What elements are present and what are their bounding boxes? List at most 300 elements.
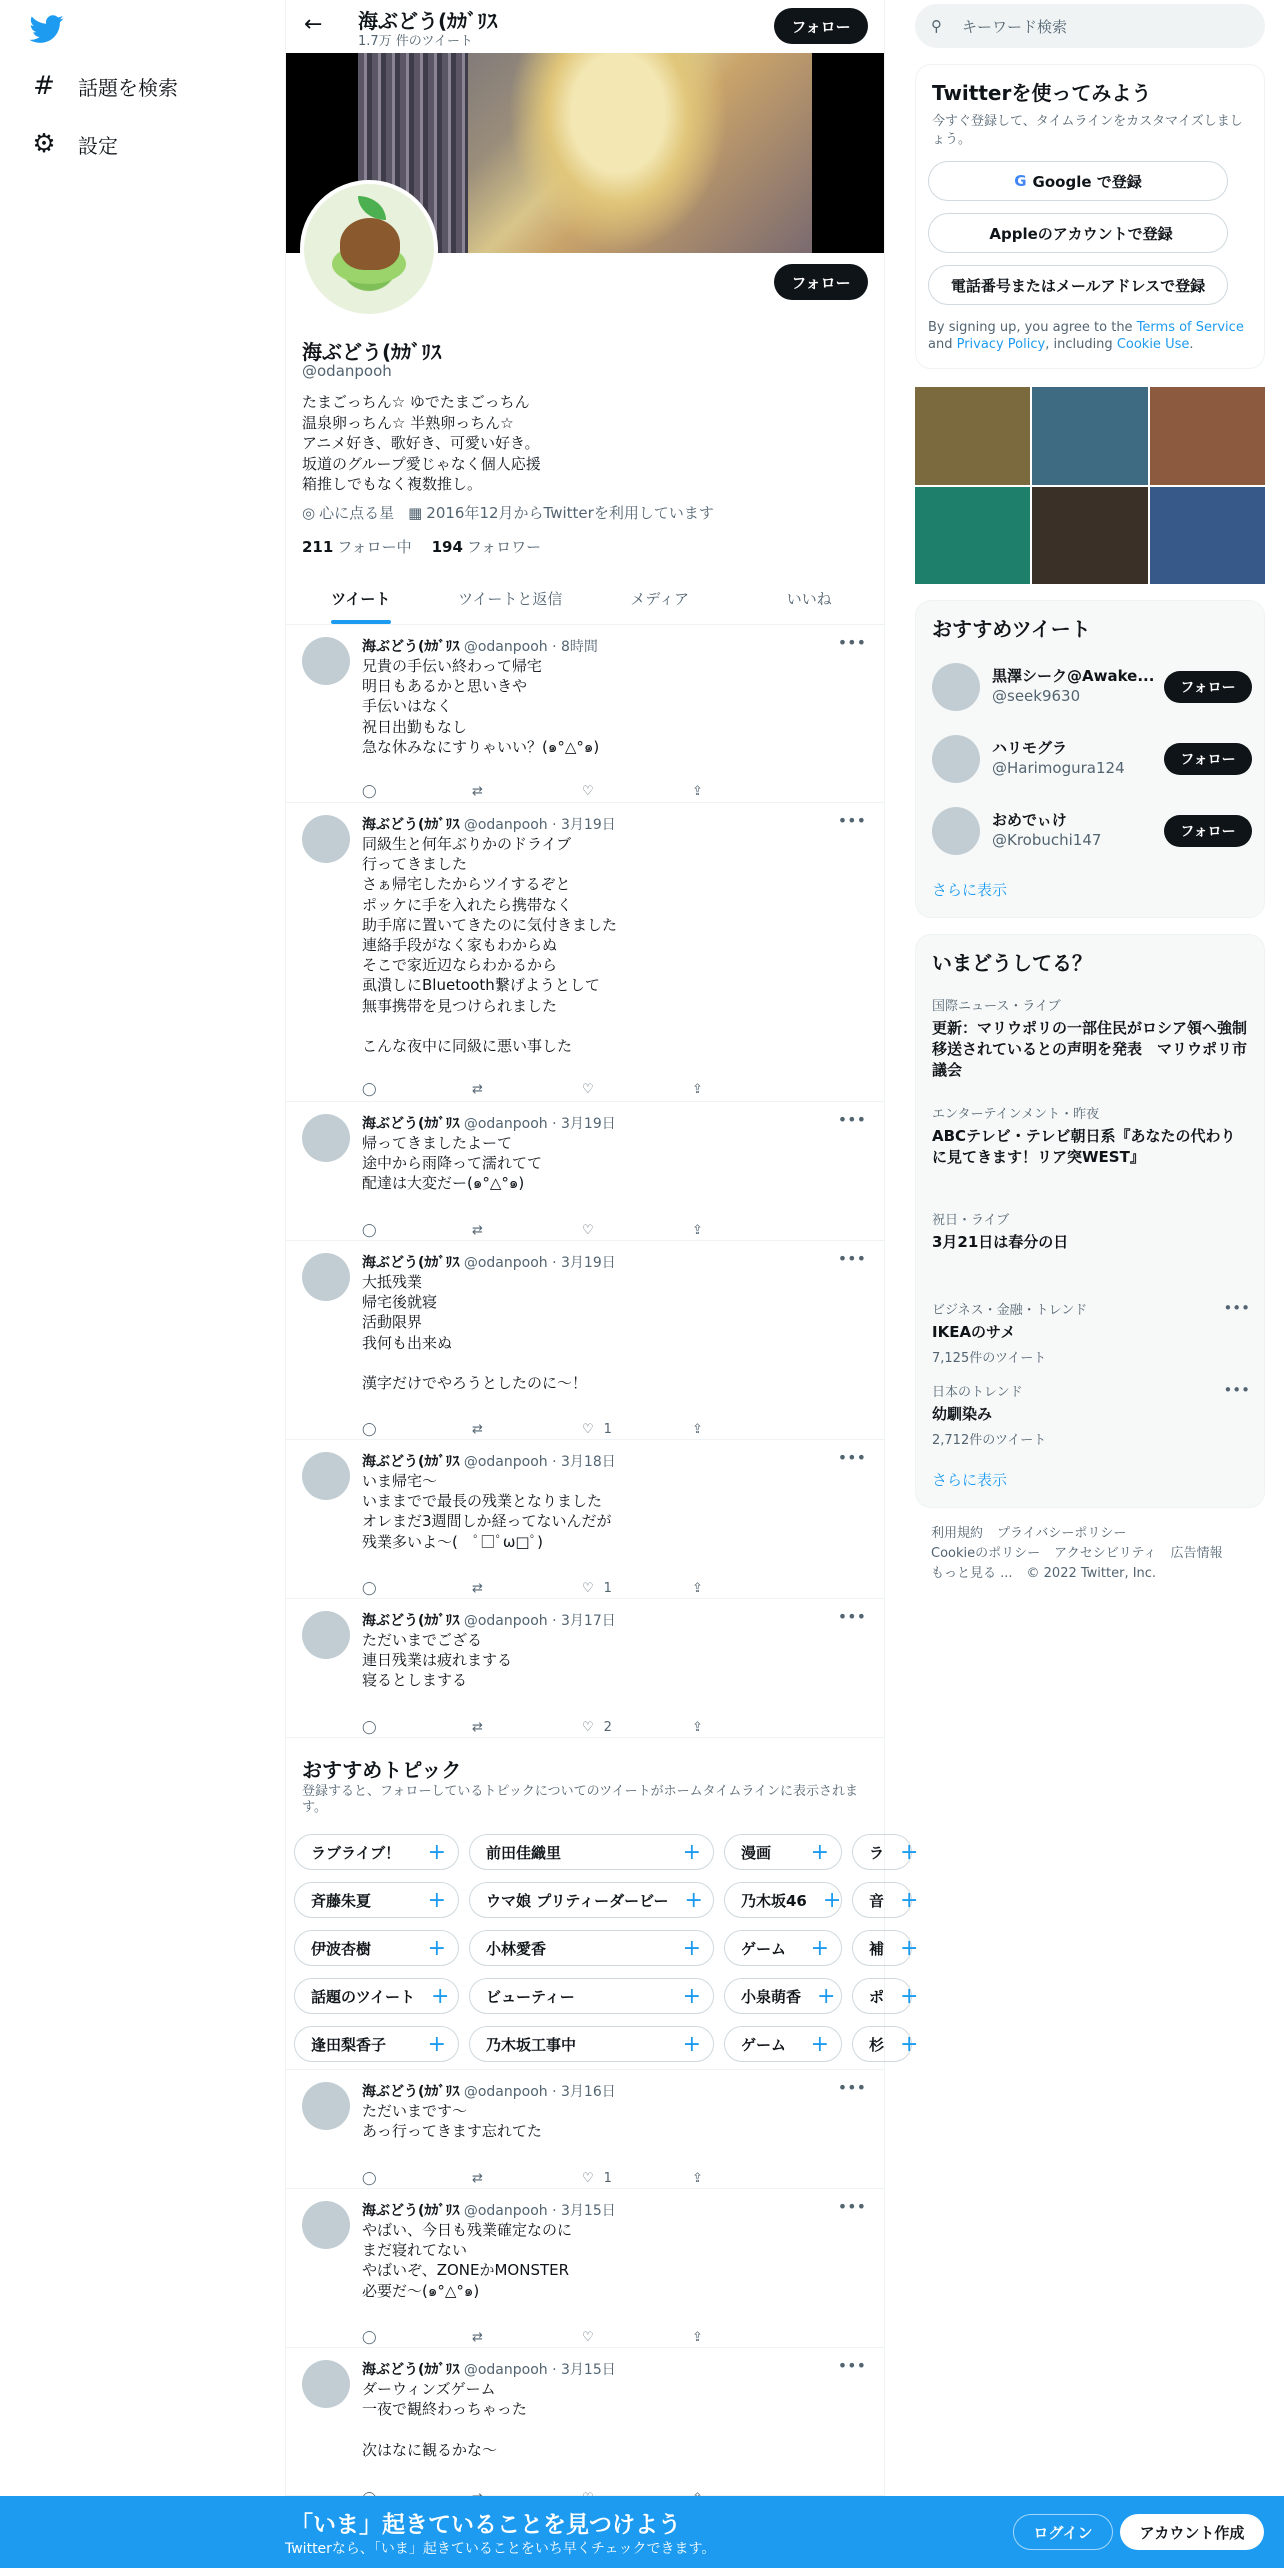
share-button[interactable] bbox=[692, 1220, 802, 1240]
topic-row bbox=[294, 1882, 919, 1918]
profile-bio: たまごっちん☆ ゆでたまごっちん 温泉卵っちん☆ 半熟卵っちん☆ アニメ好き、歌好き、可愛い好き。 坂道のグループ愛じゃなく個人応援 箱推しでもなく複数推し。 bbox=[302, 393, 541, 493]
tweet-item[interactable] bbox=[286, 2189, 884, 2348]
nav-settings[interactable] bbox=[30, 124, 118, 164]
trends-more-link[interactable]: さらに表示 bbox=[932, 1471, 1008, 1489]
topic-label: ゲーム bbox=[741, 1939, 787, 1958]
topic-pill[interactable] bbox=[469, 1882, 714, 1918]
reply-icon: ◯ bbox=[362, 2170, 377, 2186]
tweet-header bbox=[362, 2200, 616, 2220]
user-handle: @Krobuchi147 bbox=[992, 831, 1102, 849]
topic-pill[interactable] bbox=[852, 2026, 919, 2062]
retweet-icon: ⇄ bbox=[472, 783, 483, 799]
tab-tweets-replies[interactable]: ツイートと返信 bbox=[458, 589, 563, 608]
trend-context: エンターテインメント・昨夜 bbox=[932, 1107, 1100, 1122]
recommended-users-card bbox=[915, 600, 1265, 918]
reply-icon: ◯ bbox=[362, 1081, 377, 1097]
bottom-banner-title: 「いま」起きていることを見つけよう bbox=[290, 2512, 681, 2538]
tweet-avatar[interactable] bbox=[302, 637, 350, 685]
share-icon: ⇪ bbox=[692, 1081, 703, 1097]
topic-pill[interactable] bbox=[294, 1978, 459, 2014]
plus-icon[interactable]: + bbox=[822, 1887, 842, 1913]
topic-row bbox=[294, 2026, 919, 2062]
trend-item[interactable] bbox=[932, 1209, 1250, 1253]
trend-count: 2,712件のツイート bbox=[932, 1433, 1047, 1448]
twitter-logo-icon[interactable] bbox=[30, 12, 66, 48]
tweet-header bbox=[362, 814, 616, 834]
trend-item[interactable] bbox=[932, 995, 1250, 1081]
plus-icon[interactable]: + bbox=[810, 1935, 829, 1961]
more-options-icon[interactable]: ••• bbox=[837, 2356, 866, 2375]
footer-link[interactable]: Cookieのポリシー bbox=[931, 1546, 1041, 1561]
tweet-meta: @odanpooh · 3月19日 bbox=[463, 1116, 616, 1132]
trends-title: いまどうしてる？ bbox=[932, 951, 1092, 975]
hashtag-icon: # bbox=[33, 71, 55, 101]
plus-icon[interactable]: + bbox=[900, 1935, 919, 1961]
plus-icon[interactable]: + bbox=[682, 1983, 701, 2009]
tweet-meta: @odanpooh · 3月19日 bbox=[463, 817, 616, 833]
topic-label: ウマ娘 プリティーダービー bbox=[486, 1891, 669, 1910]
more-options-icon[interactable]: ••• bbox=[837, 1448, 866, 1467]
nav-explore-label: 話題を検索 bbox=[78, 75, 178, 100]
more-options-icon[interactable]: ••• bbox=[1223, 1299, 1250, 1317]
more-options-icon[interactable]: ••• bbox=[1223, 1381, 1250, 1399]
plus-icon[interactable]: + bbox=[427, 1935, 446, 1961]
user-name[interactable]: ハリモグラ bbox=[992, 739, 1068, 757]
profile-tabs bbox=[286, 572, 884, 625]
reply-button[interactable] bbox=[362, 2168, 472, 2188]
more-options-icon[interactable]: ••• bbox=[837, 1249, 866, 1268]
reply-button[interactable] bbox=[362, 2327, 472, 2347]
signup-terms: By signing up, you agree to the Terms of Service and Privacy Policy, including Cookie Use. bbox=[928, 320, 1244, 352]
topics-title: おすすめトピック bbox=[302, 1758, 462, 1782]
plus-icon[interactable]: + bbox=[900, 1887, 919, 1913]
like-icon: ♡ bbox=[582, 1580, 594, 1596]
terms-link[interactable]: Terms of Service bbox=[1136, 320, 1244, 335]
share-icon: ⇪ bbox=[692, 2170, 703, 2186]
plus-icon[interactable]: + bbox=[810, 1839, 829, 1865]
signup-title: Twitterを使ってみよう bbox=[932, 81, 1152, 105]
topic-label: 話題のツイート bbox=[311, 1987, 415, 2006]
google-signup-button[interactable] bbox=[928, 161, 1228, 201]
like-button[interactable] bbox=[582, 2327, 692, 2347]
follow-button[interactable]: フォロー bbox=[1164, 815, 1252, 847]
share-button[interactable] bbox=[692, 781, 802, 801]
media-thumbnail[interactable] bbox=[1150, 387, 1265, 485]
media-thumbnail[interactable] bbox=[915, 387, 1030, 485]
tweet-actions bbox=[362, 1578, 802, 1598]
tweet-avatar[interactable] bbox=[302, 815, 350, 863]
topic-pill[interactable] bbox=[469, 1834, 714, 1870]
tweet-actions bbox=[362, 1079, 802, 1099]
share-icon: ⇪ bbox=[692, 2329, 703, 2345]
share-button[interactable] bbox=[692, 1578, 802, 1598]
tweet-avatar[interactable] bbox=[302, 2360, 350, 2408]
retweet-icon: ⇄ bbox=[472, 1421, 483, 1437]
profile-joined: 2016年12月からTwitterを利用しています bbox=[426, 504, 714, 522]
tweet-text: 兄貴の手伝い終わって帰宅 明日もあるかと思いきや 手伝いはなく 祝日出勤もなし 急な休みなにすりゃいい？(๑°△°๑) bbox=[362, 657, 600, 756]
tweet-meta: @odanpooh · 3月19日 bbox=[463, 1255, 616, 1271]
more-options-icon[interactable]: ••• bbox=[837, 633, 866, 652]
retweet-button[interactable] bbox=[472, 781, 582, 801]
plus-icon[interactable]: + bbox=[817, 1983, 836, 2009]
like-count: 1 bbox=[603, 1580, 612, 1596]
google-signup-label: Google で登録 bbox=[1032, 172, 1142, 191]
tweet-meta: @odanpooh · 3月18日 bbox=[463, 1454, 616, 1470]
topic-pill[interactable] bbox=[724, 1978, 842, 2014]
back-arrow-icon[interactable]: ← bbox=[304, 12, 323, 37]
like-button[interactable] bbox=[582, 1079, 692, 1099]
recommended-user[interactable] bbox=[932, 805, 1252, 857]
tweet-item[interactable] bbox=[286, 2348, 884, 2496]
search-icon: ⚲ bbox=[931, 17, 942, 35]
phone-signup-label: 電話番号またはメールアドレスで登録 bbox=[950, 276, 1206, 295]
topic-pill[interactable] bbox=[469, 1930, 714, 1966]
profile-location: 心に点る星 bbox=[319, 504, 395, 522]
footer-link[interactable]: © 2022 Twitter, Inc. bbox=[1026, 1566, 1157, 1581]
signup-card bbox=[915, 64, 1265, 369]
tweet-text: ただいまです〜 あっ行ってきます忘れてた bbox=[362, 2102, 542, 2141]
tweet-avatar[interactable] bbox=[302, 1253, 350, 1301]
like-icon: ♡ bbox=[582, 1222, 594, 1238]
like-icon: ♡ bbox=[582, 1421, 594, 1437]
like-count: 1 bbox=[603, 2170, 612, 2186]
tweet-author-name[interactable]: 海ぶどう(ｶｶﾞﾘｽ bbox=[362, 1613, 460, 1629]
reply-icon: ◯ bbox=[362, 1719, 377, 1735]
followers-count: 194 bbox=[431, 538, 463, 556]
retweet-icon: ⇄ bbox=[472, 1719, 483, 1735]
topic-pill[interactable] bbox=[724, 1882, 842, 1918]
topic-label: 伊波杏樹 bbox=[311, 1939, 372, 1958]
tweet-actions bbox=[362, 781, 802, 801]
tweet-avatar[interactable] bbox=[302, 1611, 350, 1659]
retweet-button[interactable] bbox=[472, 2168, 582, 2188]
header-tweet-count: 1.7万 件のツイート bbox=[358, 34, 473, 49]
topic-label: ポ bbox=[869, 1987, 885, 2006]
topic-pill[interactable] bbox=[852, 1930, 919, 1966]
trends-card bbox=[915, 934, 1265, 1508]
apple-signup-button[interactable] bbox=[928, 213, 1228, 253]
topic-pill[interactable] bbox=[469, 1978, 714, 2014]
topic-label: 補 bbox=[869, 1939, 885, 1958]
bottom-banner bbox=[0, 2496, 1284, 2568]
plus-icon[interactable]: + bbox=[682, 2031, 701, 2057]
more-options-icon[interactable]: ••• bbox=[837, 2078, 866, 2097]
followers-link[interactable] bbox=[432, 536, 542, 557]
tweet-author-name[interactable]: 海ぶどう(ｶｶﾞﾘｽ bbox=[362, 2362, 460, 2378]
reply-button[interactable] bbox=[362, 1079, 472, 1099]
main-column bbox=[285, 0, 919, 2568]
share-button[interactable] bbox=[692, 2327, 802, 2347]
tweet-actions bbox=[362, 1419, 802, 1439]
trend-context: 日本のトレンド bbox=[932, 1385, 1023, 1400]
tweet-actions bbox=[362, 1220, 802, 1240]
like-icon: ♡ bbox=[582, 1081, 594, 1097]
footer-link[interactable]: アクセシビリティ bbox=[1054, 1546, 1157, 1561]
header-name: 海ぶどう(ｶｶﾞﾘｽ bbox=[358, 9, 498, 33]
like-button[interactable] bbox=[582, 1717, 692, 1737]
footer-link[interactable]: プライバシーポリシー bbox=[997, 1526, 1127, 1541]
tweet-text: ダーウィンズゲーム 一夜で観終わっちゃった 次はなに観るかな〜 bbox=[362, 2380, 527, 2459]
header-follow-button[interactable]: フォロー bbox=[774, 8, 868, 44]
topic-label: 逢田梨香子 bbox=[311, 2035, 387, 2054]
tweet-avatar[interactable] bbox=[302, 1114, 350, 1162]
tweet-avatar[interactable] bbox=[302, 1452, 350, 1500]
login-button[interactable]: ログイン bbox=[1013, 2514, 1113, 2550]
user-name[interactable]: 黒澤シーク@Awake... bbox=[992, 667, 1155, 685]
topic-pill[interactable] bbox=[724, 1930, 842, 1966]
bottom-banner-subtitle: Twitterなら、「いま」起きていることをいち早くチェックできます。 bbox=[285, 2541, 716, 2557]
footer-link[interactable]: 利用規約 bbox=[931, 1526, 984, 1541]
topic-label: ラブライブ！ bbox=[311, 1843, 401, 1862]
footer-link[interactable]: 広告情報 bbox=[1170, 1546, 1223, 1561]
tweet-header bbox=[362, 2359, 616, 2379]
profile-header-bar bbox=[286, 0, 884, 53]
like-button[interactable] bbox=[582, 2168, 692, 2188]
tweet-header bbox=[362, 1113, 616, 1133]
like-button[interactable] bbox=[582, 1419, 692, 1439]
user-avatar[interactable] bbox=[932, 807, 980, 855]
retweet-button[interactable] bbox=[472, 1717, 582, 1737]
topic-label: 音 bbox=[869, 1891, 885, 1910]
like-button[interactable] bbox=[582, 1578, 692, 1598]
plus-icon[interactable]: + bbox=[427, 1887, 446, 1913]
privacy-link[interactable]: Privacy Policy bbox=[956, 337, 1046, 352]
tweet-header bbox=[362, 1610, 616, 1630]
tab-tweets[interactable]: ツイート bbox=[286, 572, 436, 624]
topic-label: ビューティー bbox=[486, 1987, 575, 2006]
tweet-author-name[interactable]: 海ぶどう(ｶｶﾞﾘｽ bbox=[362, 2084, 460, 2100]
share-button[interactable] bbox=[692, 2168, 802, 2188]
topic-pill[interactable] bbox=[852, 1882, 919, 1918]
reply-icon: ◯ bbox=[362, 1580, 377, 1596]
tweet-author-name[interactable]: 海ぶどう(ｶｶﾞﾘｽ bbox=[362, 639, 460, 655]
trend-context: 祝日・ライブ bbox=[932, 1213, 1010, 1228]
tweet-item[interactable] bbox=[286, 803, 884, 1102]
tweet-author-name[interactable]: 海ぶどう(ｶｶﾞﾘｽ bbox=[362, 1454, 460, 1470]
plus-icon[interactable]: + bbox=[430, 1983, 450, 2009]
like-button[interactable] bbox=[582, 1220, 692, 1240]
topic-pill[interactable] bbox=[294, 2026, 459, 2062]
retweet-icon: ⇄ bbox=[472, 1081, 483, 1097]
tweet-header bbox=[362, 636, 598, 656]
topic-label: 乃木坂工事中 bbox=[486, 2035, 577, 2054]
share-button[interactable] bbox=[692, 1079, 802, 1099]
topic-label: 漫画 bbox=[741, 1843, 772, 1862]
share-icon: ⇪ bbox=[692, 783, 703, 799]
topic-row bbox=[294, 1834, 919, 1870]
profile-handle: @odanpooh bbox=[302, 362, 392, 380]
tweet-author-name[interactable]: 海ぶどう(ｶｶﾞﾘｽ bbox=[362, 1255, 460, 1271]
retweet-button[interactable] bbox=[472, 1578, 582, 1598]
tweet-author-name[interactable]: 海ぶどう(ｶｶﾞﾘｽ bbox=[362, 2203, 460, 2219]
profile-stats bbox=[302, 536, 541, 557]
plus-icon[interactable]: + bbox=[682, 1839, 701, 1865]
media-thumbnail[interactable] bbox=[1032, 387, 1147, 485]
share-icon: ⇪ bbox=[692, 1719, 703, 1735]
following-link[interactable] bbox=[302, 536, 412, 557]
user-handle: @seek9630 bbox=[992, 687, 1081, 705]
reply-icon: ◯ bbox=[362, 1421, 377, 1437]
trend-item[interactable] bbox=[932, 1299, 1250, 1366]
signup-desc: 今すぐ登録して、タイムラインをカスタマイズしましょう。 bbox=[932, 114, 1243, 147]
plus-icon[interactable]: + bbox=[427, 1839, 446, 1865]
plus-icon[interactable]: + bbox=[900, 2031, 919, 2057]
profile-follow-button[interactable]: フォロー bbox=[774, 264, 868, 300]
left-sidebar bbox=[0, 0, 285, 2568]
reply-button[interactable] bbox=[362, 1578, 472, 1598]
recommended-user[interactable] bbox=[932, 661, 1252, 713]
like-icon: ♡ bbox=[582, 783, 594, 799]
tweet-item[interactable] bbox=[286, 1440, 884, 1599]
trend-title: ABCテレビ・テレビ朝日系『あなたの代わりに見てきます！リア突WEST』 bbox=[932, 1127, 1236, 1166]
media-thumbnail[interactable] bbox=[1150, 487, 1265, 585]
tweet-item[interactable] bbox=[286, 1102, 884, 1241]
user-avatar[interactable] bbox=[932, 735, 980, 783]
retweet-button[interactable] bbox=[472, 2327, 582, 2347]
trend-item[interactable] bbox=[932, 1103, 1250, 1168]
more-options-icon[interactable]: ••• bbox=[837, 1110, 866, 1129]
tweet-meta: @odanpooh · 8時間 bbox=[463, 639, 598, 655]
follow-button[interactable]: フォロー bbox=[1164, 743, 1252, 775]
share-button[interactable] bbox=[692, 1419, 802, 1439]
topic-row bbox=[294, 1978, 919, 2014]
tab-media[interactable]: メディア bbox=[630, 589, 690, 608]
topic-pill[interactable] bbox=[724, 2026, 842, 2062]
more-options-icon[interactable]: ••• bbox=[837, 811, 866, 830]
tweet-author-name[interactable]: 海ぶどう(ｶｶﾞﾘｽ bbox=[362, 817, 460, 833]
trend-title: 3月21日は春分の日 bbox=[932, 1233, 1069, 1251]
reply-icon: ◯ bbox=[362, 2329, 377, 2345]
like-count: 1 bbox=[603, 1421, 612, 1437]
nav-explore[interactable] bbox=[30, 66, 178, 106]
plus-icon[interactable]: + bbox=[682, 1935, 701, 1961]
search-input[interactable]: キーワード検索 bbox=[962, 17, 1068, 36]
tweet-avatar[interactable] bbox=[302, 2082, 350, 2130]
topic-label: 前田佳織里 bbox=[486, 1843, 562, 1862]
more-options-icon[interactable]: ••• bbox=[837, 2197, 866, 2216]
plus-icon[interactable]: + bbox=[810, 2031, 829, 2057]
reply-button[interactable] bbox=[362, 1717, 472, 1737]
media-thumbnail[interactable] bbox=[915, 487, 1030, 585]
profile-avatar[interactable] bbox=[300, 180, 438, 318]
follow-button[interactable]: フォロー bbox=[1164, 671, 1252, 703]
tweet-meta: @odanpooh · 3月15日 bbox=[463, 2362, 616, 2378]
google-icon: G bbox=[1014, 172, 1027, 190]
cookie-link[interactable]: Cookie Use bbox=[1116, 337, 1190, 352]
plus-icon[interactable]: + bbox=[427, 2031, 446, 2057]
calendar-icon: ▦ bbox=[408, 504, 423, 522]
recommended-title: おすすめツイート bbox=[932, 617, 1091, 641]
reply-button[interactable] bbox=[362, 1220, 472, 1240]
media-thumbnail[interactable] bbox=[1032, 487, 1147, 585]
gear-icon: ⚙ bbox=[32, 129, 56, 159]
tweet-actions bbox=[362, 2168, 802, 2188]
topic-label: 杉 bbox=[869, 2035, 885, 2054]
tweet-item[interactable] bbox=[286, 1241, 884, 1440]
phone-signup-button[interactable] bbox=[928, 265, 1228, 305]
trend-count: 7,125件のツイート bbox=[932, 1351, 1047, 1366]
plus-icon[interactable]: + bbox=[900, 1839, 919, 1865]
topic-pill[interactable] bbox=[294, 1834, 459, 1870]
topic-label: ラ bbox=[869, 1843, 885, 1862]
topic-label: 小泉萌香 bbox=[741, 1987, 802, 2006]
reply-button[interactable] bbox=[362, 781, 472, 801]
search-box[interactable] bbox=[915, 4, 1265, 48]
user-avatar[interactable] bbox=[932, 663, 980, 711]
trend-title: 幼馴染み bbox=[932, 1405, 993, 1423]
retweet-button[interactable] bbox=[472, 1079, 582, 1099]
tweet-item[interactable] bbox=[286, 1599, 884, 1738]
topic-label: ゲーム bbox=[741, 2035, 787, 2054]
user-handle: @Harimogura124 bbox=[992, 759, 1125, 777]
tweet-header bbox=[362, 2081, 616, 2101]
apple-signup-label: Appleのアカウントで登録 bbox=[989, 224, 1173, 243]
share-button[interactable] bbox=[692, 1717, 802, 1737]
like-icon: ♡ bbox=[582, 2329, 594, 2345]
topic-pill[interactable] bbox=[724, 1834, 842, 1870]
user-name[interactable]: おめでぃけ bbox=[992, 811, 1067, 829]
like-button[interactable] bbox=[582, 781, 692, 801]
tweet-header bbox=[362, 1252, 616, 1272]
tweet-text: 大抵残業 帰宅後就寝 活動限界 我何も出来ぬ 漢字だけでやろうとしたのに〜！ bbox=[362, 1273, 588, 1393]
signup-button[interactable]: アカウント作成 bbox=[1120, 2514, 1264, 2550]
tweet-author-name[interactable]: 海ぶどう(ｶｶﾞﾘｽ bbox=[362, 1116, 460, 1132]
following-label: フォロー中 bbox=[337, 538, 412, 556]
trend-item[interactable] bbox=[932, 1381, 1250, 1448]
recommended-more-link[interactable]: さらに表示 bbox=[932, 881, 1008, 899]
topic-pill[interactable] bbox=[294, 1882, 459, 1918]
reply-icon: ◯ bbox=[362, 783, 377, 799]
tweet-meta: @odanpooh · 3月16日 bbox=[463, 2084, 616, 2100]
share-icon: ⇪ bbox=[692, 1580, 703, 1596]
tweet-item[interactable] bbox=[286, 625, 884, 803]
tweet-item[interactable] bbox=[286, 2070, 884, 2189]
retweet-icon: ⇄ bbox=[472, 1580, 483, 1596]
topic-pill[interactable] bbox=[852, 1834, 919, 1870]
following-count: 211 bbox=[302, 538, 334, 556]
tweet-text: 帰ってきましたよーて 途中から雨降って濡れてて 配達は大変だー(๑°△°๑) bbox=[362, 1134, 543, 1193]
topic-pill[interactable] bbox=[469, 2026, 714, 2062]
topic-pill[interactable] bbox=[852, 1978, 919, 2014]
recommended-user[interactable] bbox=[932, 733, 1252, 785]
topic-label: 乃木坂46 bbox=[741, 1891, 807, 1910]
tweet-actions bbox=[362, 2327, 802, 2347]
retweet-button[interactable] bbox=[472, 1419, 582, 1439]
reply-button[interactable] bbox=[362, 1419, 472, 1439]
retweet-icon: ⇄ bbox=[472, 1222, 483, 1238]
retweet-button[interactable] bbox=[472, 1220, 582, 1240]
trend-title: IKEAのサメ bbox=[932, 1323, 1016, 1341]
topic-label: 小林愛香 bbox=[486, 1939, 547, 1958]
tweet-meta: @odanpooh · 3月15日 bbox=[463, 2203, 616, 2219]
like-icon: ♡ bbox=[582, 1719, 594, 1735]
profile-name: 海ぶどう(ｶｶﾞﾘｽ bbox=[302, 340, 442, 364]
plus-icon[interactable]: + bbox=[684, 1887, 703, 1913]
followers-label: フォロワー bbox=[466, 538, 542, 556]
tweet-text: ただいまでござる 連日残業は疲れまする 寝るとしまする bbox=[362, 1631, 513, 1690]
more-options-icon[interactable]: ••• bbox=[837, 1607, 866, 1626]
footer-link[interactable]: もっと見る ... bbox=[931, 1566, 1013, 1581]
share-icon: ⇪ bbox=[692, 1222, 703, 1238]
tweet-text: やばい、今日も残業確定なのに まだ寝れてない やばいぞ、ZONEかMONSTER 必要だ〜(๑°△°๑) bbox=[362, 2221, 573, 2300]
tab-likes[interactable]: いいね bbox=[786, 589, 832, 608]
topic-pill[interactable] bbox=[294, 1930, 459, 1966]
tweet-text: いま帰宅〜 いままでで最長の残業となりました オレまだ3週間しか経ってないんだが 残業多いよ〜( ﾟ□ﾟω□ﾟ) bbox=[362, 1472, 612, 1551]
reply-icon: ◯ bbox=[362, 1222, 377, 1238]
tweet-avatar[interactable] bbox=[302, 2201, 350, 2249]
trend-context: 国際ニュース・ライブ bbox=[932, 999, 1061, 1014]
plus-icon[interactable]: + bbox=[900, 1983, 919, 2009]
